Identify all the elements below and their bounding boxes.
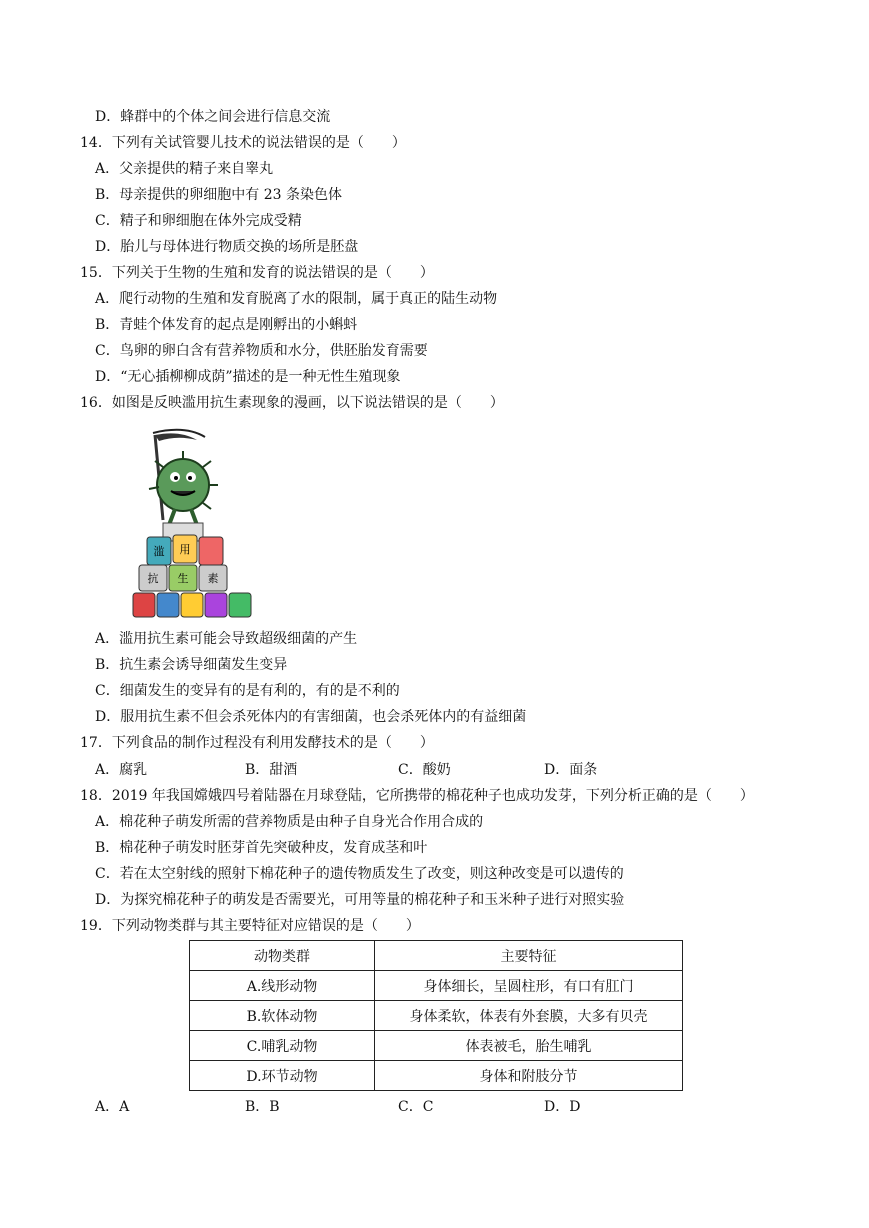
q15-option-a: A．爬行动物的生殖和发育脱离了水的限制，属于真正的陆生动物 <box>95 291 498 307</box>
q16-option-d: D．服用抗生素不但会杀死体内的有害细菌，也会杀死体内的有益细菌 <box>95 709 527 725</box>
q18-option-c: C．若在太空射线的照射下棉花种子的遗传物质发生了改变，则这种改变是可以遗传的 <box>95 866 624 882</box>
q17-stem: 17．下列食品的制作过程没有利用发酵技术的是（ ） <box>80 735 434 751</box>
q14-option-b: B．母亲提供的卵细胞中有 23 条染色体 <box>95 187 343 203</box>
table-header-cell: 动物类群 <box>190 941 375 971</box>
q15-option-d: D．“无心插柳柳成荫”描述的是一种无性生殖现象 <box>95 369 401 385</box>
table-cell: C.哺乳动物 <box>190 1031 375 1061</box>
table-cell: 体表被毛，胎生哺乳 <box>375 1031 683 1061</box>
q14-option-a: A．父亲提供的精子来自睾丸 <box>95 161 274 177</box>
q16-option-b: B．抗生素会诱导细菌发生变异 <box>95 657 288 673</box>
q17-option-b: B．甜酒 <box>245 762 298 778</box>
q18-stem: 18．2019 年我国嫦娥四号着陆器在月球登陆，它所携带的棉花种子也成功发芽，下列分析正确的是（ ） <box>80 788 754 804</box>
q14-option-c: C．精子和卵细胞在体外完成受精 <box>95 213 302 229</box>
q14-option-d: D．胎儿与母体进行物质交换的场所是胚盘 <box>95 239 359 255</box>
table-cell: 身体细长，呈圆柱形，有口有肛门 <box>375 971 683 1001</box>
q18-option-b: B．棉花种子萌发时胚芽首先突破种皮，发育成茎和叶 <box>95 840 428 856</box>
q19-option-b: B．B <box>245 1099 280 1115</box>
q18-option-d: D．为探究棉花种子的萌发是否需要光，可用等量的棉花种子和玉米种子进行对照实验 <box>95 892 625 908</box>
table-cell: 身体和附肢分节 <box>375 1061 683 1091</box>
q13-option-d: D．蜂群中的个体之间会进行信息交流 <box>95 109 331 125</box>
table-header-cell: 主要特征 <box>375 941 683 971</box>
q16-option-a: A．滥用抗生素可能会导致超级细菌的产生 <box>95 631 358 647</box>
table-row <box>190 1031 683 1061</box>
q19-stem: 19．下列动物类群与其主要特征对应错误的是（ ） <box>80 918 420 934</box>
q19-option-d: D．D <box>544 1099 581 1115</box>
q16-stem: 16．如图是反映滥用抗生素现象的漫画，以下说法错误的是（ ） <box>80 395 504 411</box>
table-cell: D.环节动物 <box>190 1061 375 1091</box>
table-row <box>190 1001 683 1031</box>
animal-feature-table <box>189 940 683 1091</box>
q19-option-a: A．A <box>95 1099 130 1115</box>
cartoon-char-su: 素 <box>207 572 219 585</box>
table-cell: A.线形动物 <box>190 971 375 1001</box>
q15-option-b: B．青蛙个体发育的起点是刚孵出的小蝌蚪 <box>95 317 358 333</box>
q19-option-c: C．C <box>398 1099 434 1115</box>
q15-option-c: C．鸟卵的卵白含有营养物质和水分，供胚胎发育需要 <box>95 343 428 359</box>
antibiotic-abuse-cartoon <box>125 425 265 620</box>
cartoon-char-lan: 滥 <box>153 545 165 558</box>
q17-option-a: A．腐乳 <box>95 762 148 778</box>
cartoon-char-kang: 抗 <box>147 572 159 585</box>
q18-option-a: A．棉花种子萌发所需的营养物质是由种子自身光合作用合成的 <box>95 814 484 830</box>
table-row <box>190 1061 683 1091</box>
cartoon-char-sheng: 生 <box>177 572 189 585</box>
table-cell: 身体柔软，体表有外套膜，大多有贝壳 <box>375 1001 683 1031</box>
q14-stem: 14．下列有关试管婴儿技术的说法错误的是（ ） <box>80 135 406 151</box>
table-cell: B.软体动物 <box>190 1001 375 1031</box>
q17-option-d: D．面条 <box>544 762 598 778</box>
table-row <box>190 971 683 1001</box>
q17-option-c: C．酸奶 <box>398 762 451 778</box>
cartoon-char-yong: 用 <box>179 543 191 556</box>
q16-option-c: C．细菌发生的变异有的是有利的，有的是不利的 <box>95 683 400 699</box>
q15-stem: 15．下列关于生物的生殖和发育的说法错误的是（ ） <box>80 265 434 281</box>
table-header-row <box>190 941 683 971</box>
